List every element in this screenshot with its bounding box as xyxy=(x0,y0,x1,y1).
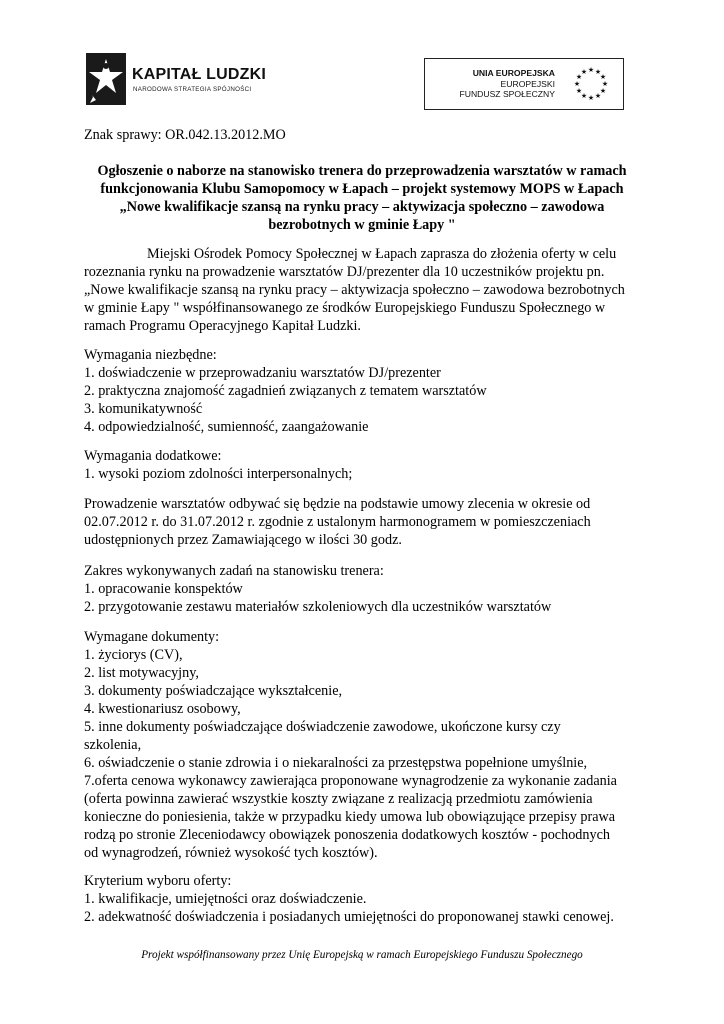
logo-subtitle: NARODOWA STRATEGIA SPÓJNOŚCI xyxy=(133,86,252,93)
section-heading: Zakres wykonywanych zadań na stanowisku trenera: xyxy=(84,563,384,579)
svg-text:★: ★ xyxy=(580,68,588,76)
list-item: 2. przygotowanie zestawu materiałów szkoleniowych dla uczestników warsztatów xyxy=(84,599,552,615)
list-item: 6. oświadczenie o stanie zdrowia i o niekaralności za przestępstwa popełnione umyślnie, xyxy=(84,755,588,771)
svg-text:★: ★ xyxy=(587,66,595,74)
paragraph-line: 02.07.2012 r. do 31.07.2012 r. zgodnie z ustalonym harmonogramem w pomieszczeniach xyxy=(84,514,591,530)
list-item: 2. adekwatność doświadczenia i posiadanych umiejętności do proponowanej stawki cenowej. xyxy=(84,909,614,925)
list-item: 1. kwalifikacje, umiejętności oraz doświadczenie. xyxy=(84,891,367,907)
list-item: konieczne do poniesienia, także w przypadku kiedy umowa lub obowiązujące przepisy prawa xyxy=(84,809,616,825)
eu-logo xyxy=(424,58,624,110)
list-item: 7.oferta cenowa wykonawcy zawierająca proponowane wynagrodzenie za wykonanie zadania xyxy=(84,773,617,789)
title-line: funkcjonowania Klubu Samopomocy w Łapach – projekt systemowy MOPS w Łapach xyxy=(100,181,624,197)
list-item: 1. życiorys (CV), xyxy=(84,647,183,663)
list-item: 4. kwestionariusz osobowy, xyxy=(84,701,241,717)
title-line: Ogłoszenie o naborze na stanowisko trenera do przeprowadzenia warsztatów w ramach xyxy=(97,163,627,179)
footer-note: Projekt współfinansowany przez Unię Europejską w ramach Europejskiego Funduszu Społecznego xyxy=(141,949,583,961)
list-item: 2. list motywacyjny, xyxy=(84,665,199,681)
list-item: 1. doświadczenie w przeprowadzaniu warsztatów DJ/prezenter xyxy=(84,365,441,381)
list-item: 1. opracowanie konspektów xyxy=(84,581,243,597)
list-item: (oferta powinna zawierać wszystkie koszty związane z realizacją przedmiotu zamówienia xyxy=(84,791,593,807)
paragraph-line: „Nowe kwalifikacje szansą na rynku pracy – aktywizacja społeczno – zawodowa bezrobotnych xyxy=(84,282,625,298)
paragraph-line: w gminie Łapy " współfinansowanego ze środków Europejskiego Funduszu Społecznego w xyxy=(84,300,606,316)
svg-text:★: ★ xyxy=(594,68,602,76)
svg-text:★: ★ xyxy=(580,92,588,100)
logo-title: KAPITAŁ LUDZKI xyxy=(132,66,267,83)
eu-line-2: EUROPEJSKI xyxy=(500,79,555,89)
svg-text:★: ★ xyxy=(599,73,607,81)
case-reference: Znak sprawy: OR.042.13.2012.MO xyxy=(84,127,286,143)
paragraph-line: rozeznania rynku na prowadzenie warsztatów DJ/prezenter dla 10 uczestników projektu pn. xyxy=(84,264,605,280)
section-heading: Wymagania niezbędne: xyxy=(84,347,217,363)
paragraph-line: Prowadzenie warsztatów odbywać się będzie na podstawie umowy zlecenia w okresie od xyxy=(84,496,591,512)
list-item: 5. inne dokumenty poświadczające doświadczenie zawodowe, ukończone kursy czy xyxy=(84,719,561,735)
list-item: rodzą po stronie Zleceniodawcy obowiązek ponoszenia dodatkowych kosztów - pochodnych xyxy=(84,827,610,843)
kapital-ludzki-star-emblem xyxy=(86,53,126,105)
svg-text:★: ★ xyxy=(587,94,595,102)
section-heading: Wymagane dokumenty: xyxy=(84,629,220,645)
paragraph-line: ramach Programu Operacyjnego Kapitał Ludzki. xyxy=(84,318,361,334)
list-item: 4. odpowiedzialność, sumienność, zaangażowanie xyxy=(84,419,369,435)
svg-text:★: ★ xyxy=(575,87,583,95)
eu-line-3: FUNDUSZ SPOŁECZNY xyxy=(459,89,555,99)
svg-text:★: ★ xyxy=(573,80,581,88)
svg-text:★: ★ xyxy=(601,80,609,88)
eu-line-1: UNIA EUROPEJSKA xyxy=(472,68,555,78)
svg-text:★: ★ xyxy=(594,92,602,100)
section-heading: Wymagania dodatkowe: xyxy=(84,448,222,464)
eu-stars-flag-icon xyxy=(565,62,617,106)
section-heading: Kryterium wyboru oferty: xyxy=(84,873,232,889)
list-item: od wynagrodzeń, również wysokość tych kosztów). xyxy=(84,845,378,861)
title-line: bezrobotnych w gminie Łapy " xyxy=(268,217,456,233)
paragraph-line: Miejski Ośrodek Pomocy Społecznej w Łapach zaprasza do złożenia oferty w celu xyxy=(147,246,617,262)
list-item: szkolenia, xyxy=(84,737,142,753)
list-item: 2. praktyczna znajomość zagadnień związanych z tematem warsztatów xyxy=(84,383,487,399)
list-item: 3. dokumenty poświadczające wykształcenie, xyxy=(84,683,343,699)
list-item: 3. komunikatywność xyxy=(84,401,203,417)
svg-text:★: ★ xyxy=(599,87,607,95)
kapital-ludzki-logo xyxy=(86,53,276,105)
title-line: „Nowe kwalifikacje szansą na rynku pracy – aktywizacja społeczno – zawodowa xyxy=(119,199,605,215)
list-item: 1. wysoki poziom zdolności interpersonalnych; xyxy=(84,466,353,482)
paragraph-line: udostępnionych przez Zamawiającego w ilości 30 godz. xyxy=(84,532,402,548)
svg-text:★: ★ xyxy=(575,73,583,81)
